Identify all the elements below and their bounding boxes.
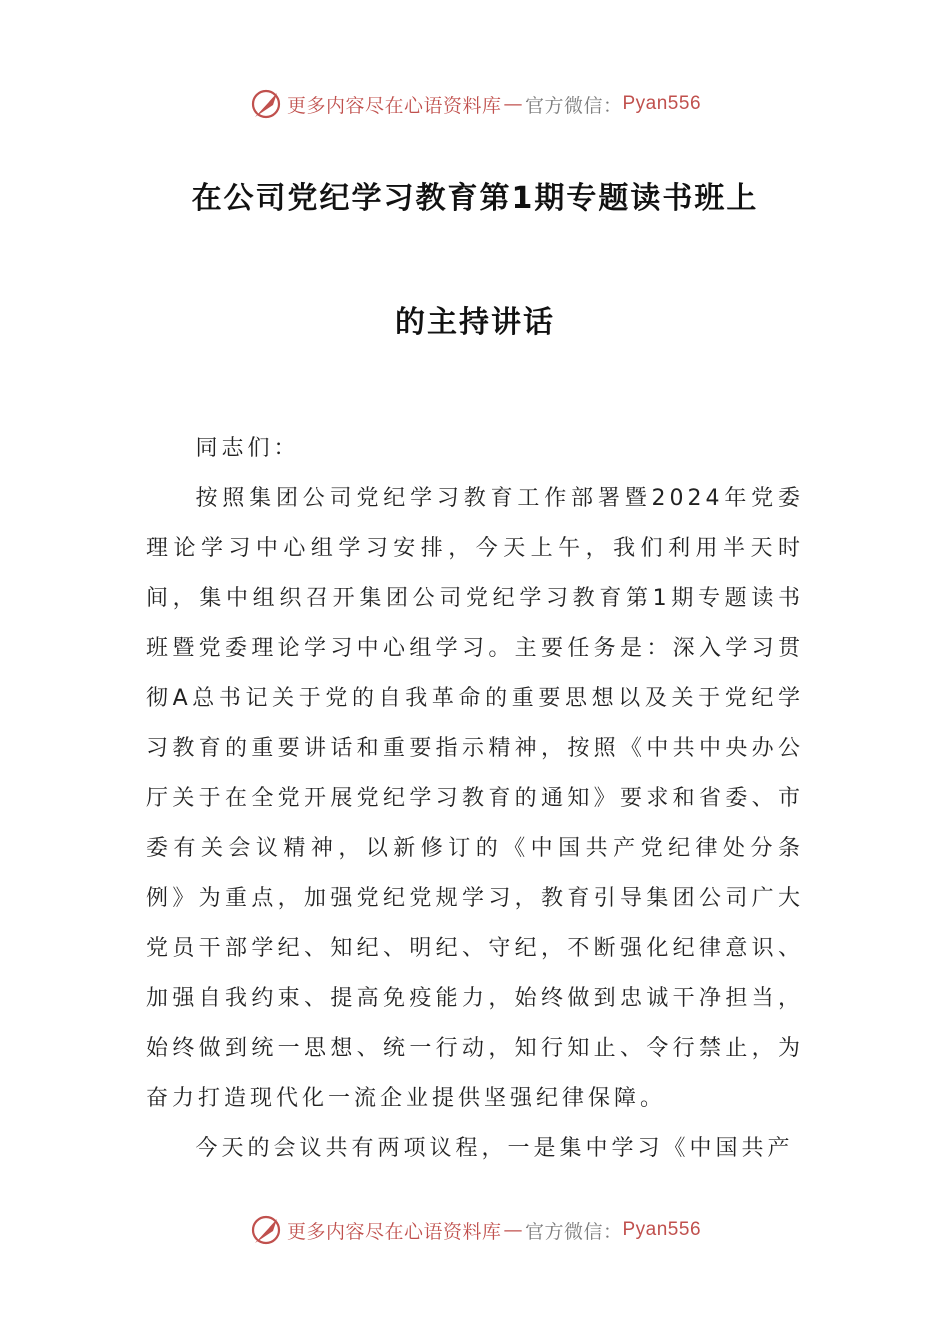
document-body <box>146 424 804 1174</box>
banner-label: 官方微信： <box>524 94 623 117</box>
document-title-line2: 的主持讲话 <box>395 305 555 340</box>
paragraph: 按照集团公司党纪学习教育工作部署暨2024年党委理论学习中心组学习安排，今天上午，我们利用半天时间，集中组织召开集团公司党纪学习教育第1期专题读书班暨党委理论学习中心组学习。主要任务是：深入学习贯彻A总书记关于党的自我革命的重要思想以及关于党纪学习教育的重要讲话和重要指示精神，按照《中共中央办公厅关于在全党开展党纪学习教育的通知》要求和省委、市委有关会议精神，以新修订的《中国共产党纪律处分条例》为重点，加强党纪党规学习，教育引导集团公司广大党员干部学纪、知纪、明纪、守纪，不断强化纪律意识、加强自我约束、提高免疫能力，始终做到忠诚干净担当，始终做到统一思想、统一行动，知行知止、令行禁止，为奋力打造现代化一流企业提供坚强纪律保障。 <box>146 486 804 1111</box>
banner-separator: — <box>503 93 523 115</box>
banner-wechat-id: Pyan556 <box>622 1219 702 1240</box>
quill-pen-logo-icon <box>249 1213 283 1247</box>
greeting: 同志们： <box>195 436 300 461</box>
paragraph: 今天的会议共有两项议程，一是集中学习《中国共产 <box>195 1136 794 1161</box>
footer-banner <box>0 1212 950 1248</box>
banner-brand: 更多内容尽在心语资料库 <box>286 1220 502 1243</box>
banner-brand: 更多内容尽在心语资料库 <box>286 94 502 117</box>
banner-label: 官方微信： <box>524 1220 623 1243</box>
header-banner <box>0 86 950 122</box>
banner-separator: — <box>503 1219 523 1241</box>
document-title-line1: 在公司党纪学习教育第1期专题读书班上 <box>191 181 759 216</box>
banner-wechat-id: Pyan556 <box>622 93 702 114</box>
quill-pen-logo-icon <box>249 87 283 121</box>
